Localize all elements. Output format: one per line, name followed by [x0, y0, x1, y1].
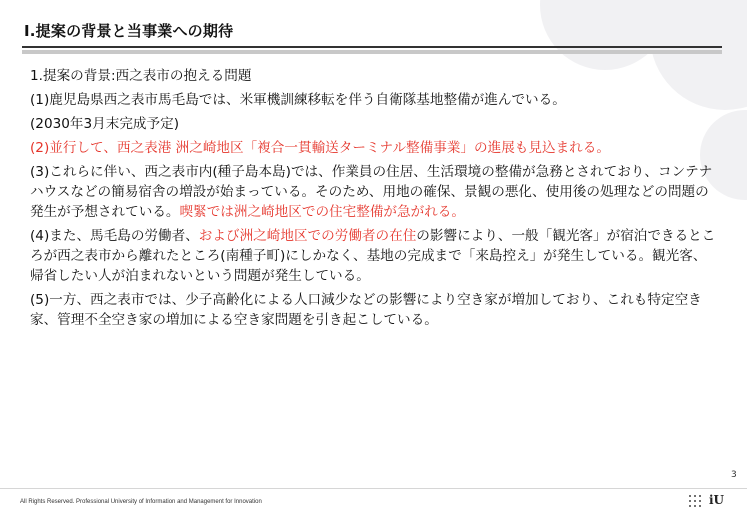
section-heading: 1.提案の背景:西之表市の抱える問題	[30, 68, 252, 84]
paragraph-5	[30, 226, 720, 286]
footer-divider	[0, 488, 747, 489]
footer-copyright: All Rights Reserved. Professional University of Information and Management for Innovation	[20, 499, 262, 505]
paragraph-segment: (1)鹿児島県西之表市馬毛島では、米軍機訓練移転を伴う自衛隊基地整備が進んでいる。	[30, 92, 566, 108]
paragraph-3	[30, 138, 720, 158]
logo-dots-icon	[689, 495, 707, 507]
paragraph-segment: (2)並行して、西之表港 洲之崎地区「複合一貫輸送ターミナル整備事業」の進展も見込まれる。	[30, 140, 610, 156]
paragraph-list	[30, 90, 720, 330]
paragraph-6	[30, 290, 720, 330]
slide-title: Ⅰ.提案の背景と当事業への期待	[24, 22, 234, 40]
paragraph-4	[30, 162, 720, 222]
paragraph-2	[30, 114, 720, 134]
paragraph-segment: 喫緊では洲之崎地区での住宅整備が急がれる。	[179, 204, 465, 220]
paragraph-segment: (5)一方、西之表市では、少子高齢化による人口減少などの影響により空き家が増加しており、これも特定空き家、管理不全空き家の増加による空き家問題を引き起こしている。	[30, 292, 702, 328]
paragraph-segment: (2030年3月末完成予定)	[30, 116, 180, 132]
title-underline-accent	[22, 50, 722, 54]
paragraph-1	[30, 90, 720, 110]
paragraph-segment: (3)これらに伴い、西之表市内(種子島本島)では、作業員の住居、生活環境の整備が急務とされており、コンテナハウスなどの簡易宿舎の増設が始まっている。そのため、用地の確保、景観の悪化、使用後の処理などの問題の発生が予想されている。	[30, 164, 713, 220]
paragraph-segment: および洲之崎地区での労働者の在住	[198, 228, 417, 244]
logo-text: iU	[709, 493, 725, 507]
paragraph-segment: の影響により、一般「観光客」が宿泊できるところが西之表市から離れたところ(南種子町)にしかなく、基地の完成まで「来島控え」が発生している。観光客、帰省したい人が泊まれないという問題が発生している。	[30, 228, 716, 284]
iu-logo	[689, 494, 739, 508]
paragraph-segment: (4)また、馬毛島の労働者、	[30, 228, 199, 244]
slide-body	[30, 66, 720, 334]
title-underline	[22, 46, 722, 48]
page-number: 3	[731, 470, 737, 480]
